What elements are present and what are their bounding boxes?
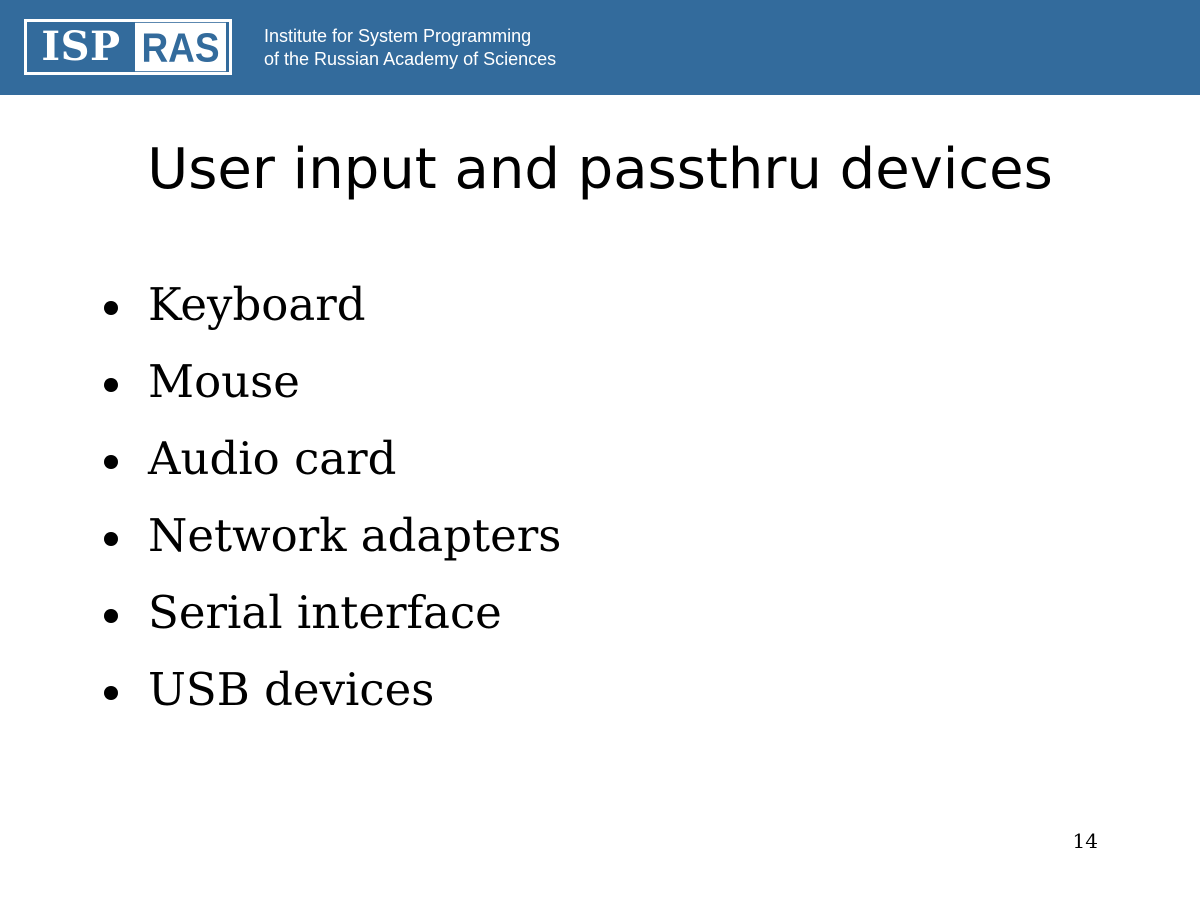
bullet-item bbox=[104, 574, 561, 651]
bullet-list bbox=[104, 266, 561, 728]
bullet-text: Keyboard bbox=[148, 278, 366, 331]
bullet-item bbox=[104, 497, 561, 574]
bullet-dot-icon bbox=[104, 532, 118, 546]
bullet-dot-icon bbox=[104, 609, 118, 623]
bullet-item bbox=[104, 266, 561, 343]
logo-ras-text: RAS bbox=[135, 23, 226, 71]
logo-isp-text: ISP bbox=[41, 23, 121, 70]
bullet-text: USB devices bbox=[148, 663, 435, 716]
slide-title: User input and passthru devices bbox=[147, 137, 1053, 202]
bullet-item bbox=[104, 343, 561, 420]
bullet-dot-icon bbox=[104, 455, 118, 469]
bullet-text: Serial interface bbox=[148, 586, 502, 639]
bullet-item bbox=[104, 651, 561, 728]
bullet-dot-icon bbox=[104, 378, 118, 392]
header-band bbox=[0, 0, 1200, 95]
institute-line-1: Institute for System Programming bbox=[264, 26, 532, 46]
bullet-dot-icon bbox=[104, 301, 118, 315]
bullet-text: Audio card bbox=[148, 432, 397, 485]
bullet-text: Mouse bbox=[148, 355, 300, 408]
isp-ras-logo bbox=[24, 19, 232, 75]
bullet-item bbox=[104, 420, 561, 497]
institute-line-2: of the Russian Academy of Sciences bbox=[264, 49, 557, 69]
bullet-text: Network adapters bbox=[148, 509, 562, 562]
institute-name bbox=[264, 25, 556, 71]
bullet-dot-icon bbox=[104, 686, 118, 700]
page-number: 14 bbox=[1072, 829, 1098, 853]
